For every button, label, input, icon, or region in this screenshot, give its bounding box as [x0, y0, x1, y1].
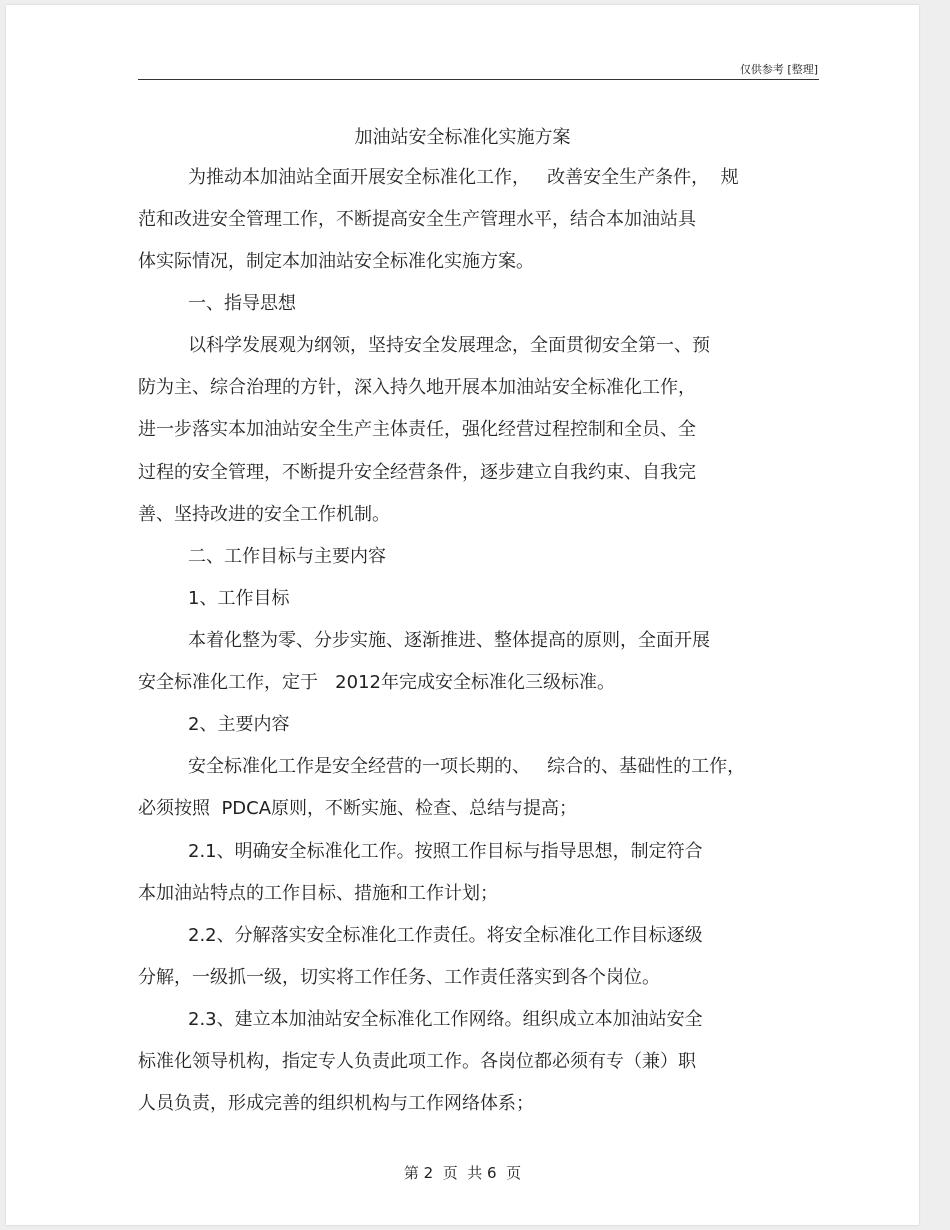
document-page [6, 5, 919, 1225]
body-line: 本着化整为零、分步实施、逐渐推进、整体提高的原则，全面开展 [188, 630, 710, 651]
document-title: 加油站安全标准化实施方案 [354, 127, 571, 148]
page-number: 第 2 页 共 6 页 [403, 1164, 522, 1182]
body-line: 分解，一级抓一级，切实将工作任务、工作责任落实到各个岗位。 [138, 967, 660, 988]
subsection-heading: 1、工作目标 [188, 588, 290, 609]
section-heading: 一、指导思想 [188, 293, 296, 314]
header-divider [138, 79, 819, 80]
body-line: 安全标准化工作是安全经营的一项长期的、 综合的、基础性的工作， [188, 756, 746, 777]
header-note: 仅供参考 [整理] [739, 63, 818, 76]
subsection-heading: 2、主要内容 [188, 714, 290, 735]
body-line: 为推动本加油站全面开展安全标准化工作， 改善安全生产条件， 规 [188, 167, 739, 188]
body-line: 人员负责，形成完善的组织机构与工作网络体系； [138, 1093, 534, 1114]
body-line: 2.1、明确安全标准化工作。按照工作目标与指导思想，制定符合 [188, 841, 703, 862]
body-line: 标准化领导机构，指定专人负责此项工作。各岗位都必须有专（兼）职 [138, 1051, 696, 1072]
body-line: 2.2、分解落实安全标准化工作责任。将安全标准化工作目标逐级 [188, 925, 703, 946]
body-line: 过程的安全管理，不断提升安全经营条件，逐步建立自我约束、自我完 [138, 462, 696, 483]
body-line: 2.3、建立本加油站安全标准化工作网络。组织成立本加油站安全 [188, 1009, 703, 1030]
body-line: 本加油站特点的工作目标、措施和工作计划； [138, 883, 498, 904]
body-line: 进一步落实本加油站安全生产主体责任，强化经营过程控制和全员、全 [138, 419, 696, 440]
body-line: 范和改进安全管理工作，不断提高安全生产管理水平，结合本加油站具 [138, 209, 696, 230]
body-line: 防为主、综合治理的方针，深入持久地开展本加油站安全标准化工作， [138, 377, 696, 398]
body-line: 体实际情况，制定本加油站安全标准化实施方案。 [138, 251, 534, 272]
body-line: 安全标准化工作，定于 2012年完成安全标准化三级标准。 [138, 672, 615, 693]
body-line: 必须按照 PDCA原则，不断实施、检查、总结与提高； [138, 798, 578, 819]
body-line: 善、坚持改进的安全工作机制。 [138, 504, 390, 525]
section-heading: 二、工作目标与主要内容 [188, 546, 386, 567]
body-line: 以科学发展观为纲领，坚持安全发展理念，全面贯彻安全第一、预 [188, 335, 710, 356]
